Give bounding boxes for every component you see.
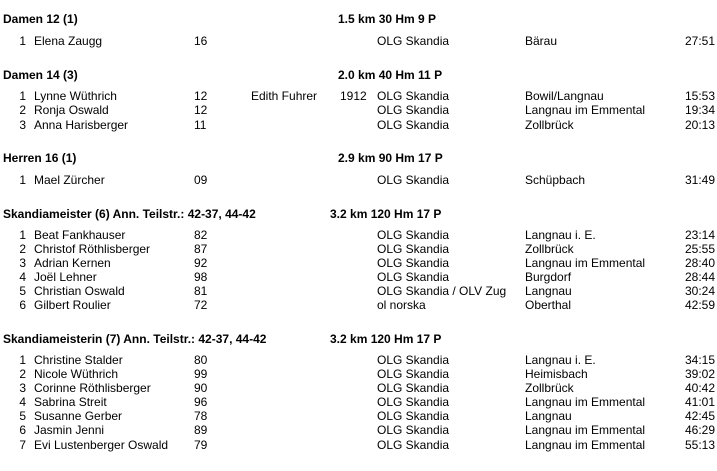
- companion-name: Edith Fuhrer: [251, 89, 318, 103]
- category-header: [0, 150, 717, 166]
- time: 28:44: [684, 270, 715, 284]
- time: 39:02: [684, 367, 715, 381]
- rank: 6: [19, 298, 26, 312]
- rank: 3: [19, 256, 26, 270]
- category-title: Skandiameisterin (7) Ann. Teilstr.: 42-37, 44-42: [3, 332, 267, 346]
- runner-name: Ronja Oswald: [34, 103, 109, 117]
- runner-name: Susanne Gerber: [34, 409, 123, 423]
- result-row: [0, 102, 717, 118]
- place: Langnau: [525, 284, 572, 298]
- club: OLG Skandia: [377, 256, 450, 270]
- runner-name: Joël Lehner: [34, 270, 97, 284]
- category-title: Damen 12 (1): [3, 12, 78, 26]
- runner-name: Lynne Wüthrich: [34, 89, 117, 103]
- rank: 4: [19, 395, 26, 409]
- category-title: Herren 16 (1): [3, 151, 77, 165]
- time: 31:49: [684, 173, 715, 187]
- club: OLG Skandia: [377, 242, 450, 256]
- runner-name: Elena Zaugg: [34, 34, 103, 48]
- birth-year: 89: [194, 423, 208, 437]
- club: ol norska: [377, 298, 426, 312]
- category-header: [0, 11, 717, 27]
- result-row: [0, 172, 717, 188]
- course-info: 3.2 km 120 Hm 17 P: [330, 332, 442, 346]
- club: OLG Skandia: [377, 438, 450, 452]
- time: 55:13: [684, 438, 715, 452]
- birth-year: 80: [194, 353, 208, 367]
- rank: 1: [19, 173, 26, 187]
- club: OLG Skandia / OLV Zug: [377, 284, 507, 298]
- place: Heimisbach: [525, 367, 588, 381]
- birth-year: 11: [194, 118, 207, 132]
- result-row: [0, 297, 717, 313]
- club: OLG Skandia: [377, 381, 450, 395]
- runner-name: Gilbert Roulier: [34, 298, 111, 312]
- result-row: [0, 117, 717, 133]
- club: OLG Skandia: [377, 409, 450, 423]
- club: OLG Skandia: [377, 173, 450, 187]
- time: 23:14: [684, 228, 715, 242]
- runner-name: Mael Zürcher: [34, 173, 105, 187]
- time: 27:51: [684, 34, 715, 48]
- club: OLG Skandia: [377, 270, 450, 284]
- birth-year: 99: [194, 367, 208, 381]
- runner-name: Evi Lustenberger Oswald: [34, 438, 169, 452]
- time: 20:13: [684, 118, 715, 132]
- place: Bärau: [525, 34, 558, 48]
- place: Langnau: [525, 409, 572, 423]
- birth-year: 96: [194, 395, 208, 409]
- birth-year: 90: [194, 381, 208, 395]
- time: 42:45: [684, 409, 715, 423]
- club: OLG Skandia: [377, 395, 450, 409]
- place: Oberthal: [525, 298, 572, 312]
- runner-name: Jasmin Jenni: [34, 423, 105, 437]
- place: Bowil/Langnau: [525, 89, 604, 103]
- rank: 1: [19, 89, 26, 103]
- place: Langnau im Emmental: [525, 423, 646, 437]
- place: Zollbrück: [525, 118, 574, 132]
- club: OLG Skandia: [377, 118, 450, 132]
- birth-year: 12: [194, 103, 208, 117]
- birth-year: 09: [194, 173, 208, 187]
- rank: 1: [19, 228, 26, 242]
- place: Zollbrück: [525, 381, 574, 395]
- club: OLG Skandia: [377, 353, 450, 367]
- time: 42:59: [684, 298, 715, 312]
- birth-year: 72: [194, 298, 208, 312]
- place: Langnau im Emmental: [525, 438, 646, 452]
- time: 46:29: [684, 423, 715, 437]
- rank: 1: [19, 353, 26, 367]
- category-title: Skandiameister (6) Ann. Teilstr.: 42-37, 44-42: [3, 207, 256, 221]
- rank: 6: [19, 423, 26, 437]
- club: OLG Skandia: [377, 89, 450, 103]
- time: 19:34: [684, 103, 715, 117]
- rank: 2: [19, 367, 26, 381]
- place: Schüpbach: [525, 173, 586, 187]
- category-title: Damen 14 (3): [3, 68, 78, 82]
- result-row: [0, 33, 717, 49]
- course-info: 1.5 km 30 Hm 9 P: [338, 12, 437, 26]
- runner-name: Christian Oswald: [34, 284, 125, 298]
- result-row: [0, 422, 717, 438]
- birth-year: 87: [194, 242, 208, 256]
- runner-name: Beat Fankhauser: [34, 228, 126, 242]
- runner-name: Corinne Röthlisberger: [34, 381, 151, 395]
- rank: 3: [19, 381, 26, 395]
- runner-name: Anna Harisberger: [34, 118, 129, 132]
- rank: 2: [19, 103, 26, 117]
- course-info: 2.9 km 90 Hm 17 P: [338, 151, 443, 165]
- rank: 5: [19, 409, 26, 423]
- rank: 5: [19, 284, 26, 298]
- category-header: [0, 206, 717, 222]
- category-header: [0, 67, 717, 83]
- companion-year: 1912: [340, 89, 367, 103]
- time: 30:24: [684, 284, 715, 298]
- category-header: [0, 331, 717, 347]
- club: OLG Skandia: [377, 367, 450, 381]
- time: 28:40: [684, 256, 715, 270]
- birth-year: 82: [194, 228, 208, 242]
- time: 41:01: [684, 395, 715, 409]
- club: OLG Skandia: [377, 228, 450, 242]
- place: Langnau im Emmental: [525, 256, 646, 270]
- time: 34:15: [684, 353, 715, 367]
- course-info: 3.2 km 120 Hm 17 P: [330, 207, 442, 221]
- time: 40:42: [684, 381, 715, 395]
- rank: 1: [19, 34, 26, 48]
- time: 25:55: [684, 242, 715, 256]
- rank: 3: [19, 118, 26, 132]
- place: Langnau i. E.: [525, 353, 596, 367]
- rank: 7: [19, 438, 26, 452]
- runner-name: Christine Stalder: [34, 353, 123, 367]
- birth-year: 81: [194, 284, 208, 298]
- rank: 2: [19, 242, 26, 256]
- club: OLG Skandia: [377, 423, 450, 437]
- result-row: [0, 437, 717, 453]
- runner-name: Adrian Kernen: [34, 256, 111, 270]
- birth-year: 79: [194, 438, 208, 452]
- birth-year: 16: [194, 34, 208, 48]
- place: Langnau im Emmental: [525, 395, 646, 409]
- runner-name: Sabrina Streit: [34, 395, 107, 409]
- birth-year: 12: [194, 89, 208, 103]
- place: Zollbrück: [525, 242, 574, 256]
- course-info: 2.0 km 40 Hm 11 P: [338, 68, 443, 82]
- club: OLG Skandia: [377, 34, 450, 48]
- runner-name: Nicole Wüthrich: [34, 367, 119, 381]
- rank: 4: [19, 270, 26, 284]
- birth-year: 98: [194, 270, 208, 284]
- birth-year: 78: [194, 409, 208, 423]
- place: Langnau i. E.: [525, 228, 596, 242]
- time: 15:53: [684, 89, 715, 103]
- birth-year: 92: [194, 256, 208, 270]
- place: Langnau im Emmental: [525, 103, 646, 117]
- club: OLG Skandia: [377, 103, 450, 117]
- runner-name: Christof Röthlisberger: [34, 242, 151, 256]
- place: Burgdorf: [525, 270, 572, 284]
